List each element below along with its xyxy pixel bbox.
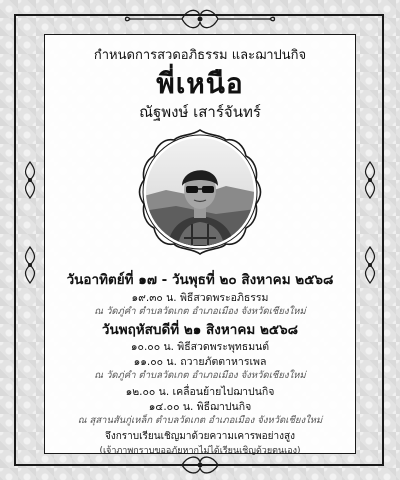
day1-event-1: ๑๙.๓๐ น. พิธีสวดพระอภิธรรม bbox=[131, 292, 269, 304]
deceased-nickname: พี่เหนือ bbox=[156, 67, 244, 100]
right-side-ornament-top bbox=[362, 160, 378, 200]
day1-place: ณ วัดภู่คำ ตำบลวัดเกต อำเภอเมือง จังหวัดเชียงใหม่ bbox=[94, 306, 306, 317]
day2-afternoon-place: ณ สุสานสันกู่เหล็ก ตำบลวัดเกต อำเภอเมือง จังหวัดเชียงใหม่ bbox=[77, 415, 323, 426]
announcement-heading: กำหนดการสวดอภิธรรม และฌาปนกิจ bbox=[93, 48, 307, 63]
day1-heading: วันอาทิตย์ที่ ๑๗ - วันพุธที่ ๒๐ สิงหาคม ๒๕๖๘ bbox=[66, 272, 334, 288]
day2-heading: วันพฤหัสบดีที่ ๒๑ สิงหาคม ๒๕๖๘ bbox=[101, 322, 299, 338]
closing-invitation: จึงกราบเรียนเชิญมาด้วยความเคารพอย่างสูง bbox=[104, 431, 296, 442]
portrait-photo bbox=[136, 128, 264, 256]
day2-event-1: ๑๐.๐๐ น. พิธีสวดพระพุทธมนต์ bbox=[130, 341, 270, 353]
day2-event-3: ๑๒.๐๐ น. เคลื่อนย้ายไปฌาปนกิจ bbox=[125, 386, 275, 398]
left-side-ornament-top bbox=[22, 160, 38, 200]
day2-event-2: ๑๑.๐๐ น. ถวายภัตตาหารเพล bbox=[133, 356, 267, 368]
closing-note: (เจ้าภาพกราบขออภัยหากไม่ได้เรียนเชิญด้วยตนเอง) bbox=[99, 446, 301, 456]
day2-place: ณ วัดภู่คำ ตำบลวัดเกต อำเภอเมือง จังหวัดเชียงใหม่ bbox=[94, 370, 306, 381]
day2-event-4: ๑๔.๐๐ น. พิธีฌาปนกิจ bbox=[148, 401, 252, 413]
deceased-full-name: ณัฐพงษ์ เสาร์จันทร์ bbox=[139, 103, 261, 121]
top-scroll-ornament bbox=[120, 4, 280, 34]
